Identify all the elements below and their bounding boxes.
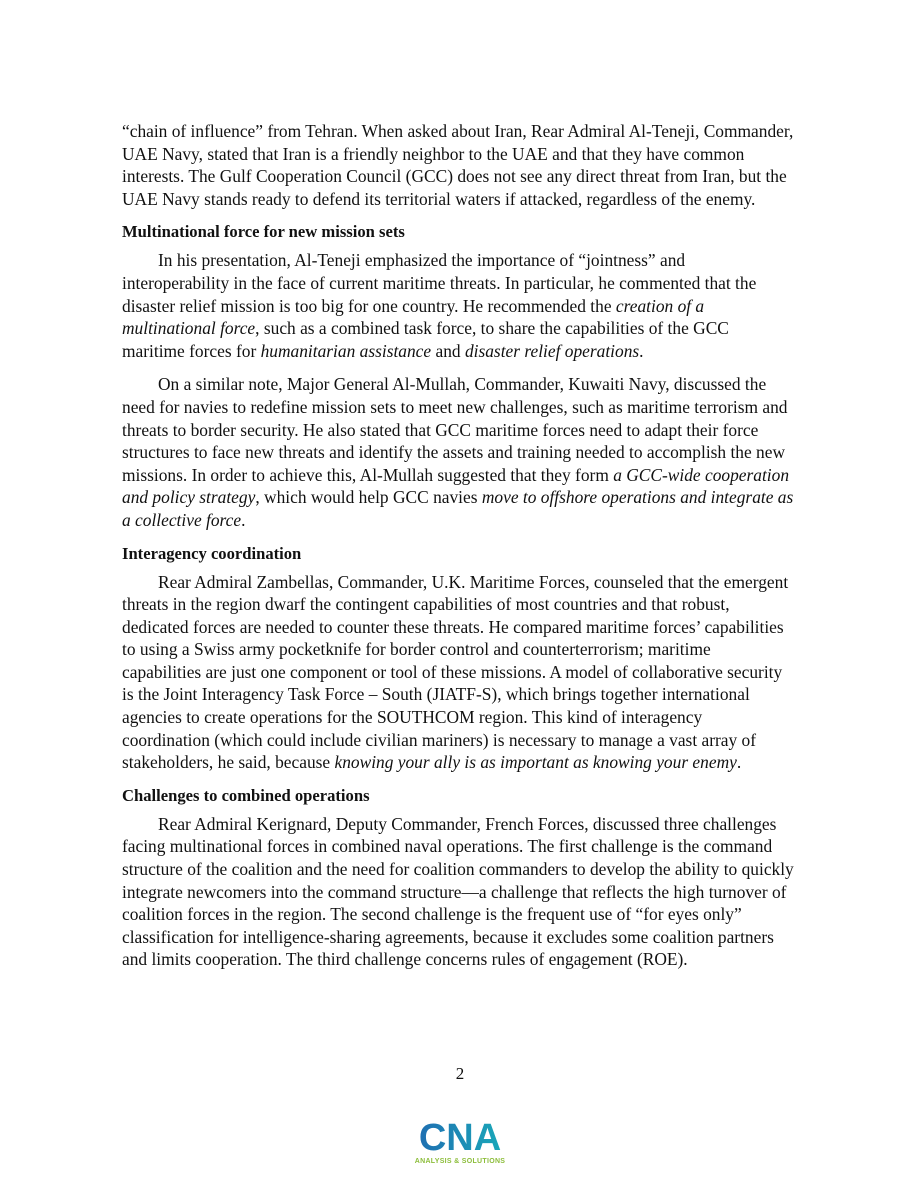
page-number: 2: [455, 1064, 465, 1083]
paragraph-al-teneji: [122, 249, 794, 362]
emphasis-text: creation of a multinational force: [122, 295, 705, 339]
text-run: , such as a combined task force, to share the capabilities of the GCC maritime forces for: [122, 318, 729, 361]
document-body: [122, 120, 794, 971]
paragraph-kerignard: Rear Admiral Kerignard, Deputy Commander, French Forces, discussed three challenges facing multinational forces in combined naval operations. The first challenge is the command structure of the coalition and the need for coalition commanders to develop the ability to quickly integrate newcomers into the command structure—a challenge that reflects the high turnover of coalition forces in the region. The second challenge is the frequent use of “for eyes only” classification for intelligence-sharing agreements, because it excludes some coalition partners and limits cooperation. The third challenge concerns rules of engagement (ROE).: [122, 813, 794, 970]
emphasis-text: a GCC-wide cooperation and policy strategy: [122, 464, 790, 508]
paragraph-zambellas: [122, 571, 794, 774]
heading-interagency-coordination: Interagency coordination: [122, 543, 302, 563]
logo-wordmark: CNA: [418, 1117, 502, 1159]
text-run: .: [241, 509, 246, 530]
paragraph-iran: “chain of influence” from Tehran. When asked about Iran, Rear Admiral Al-Teneji, Commander, UAE Navy, stated that Iran is a friendly neighbor to the UAE and that they have common interests. The Gulf Cooperation Council (GCC) does not see any direct threat from Iran, but the UAE Navy stands ready to defend its territorial waters if attacked, regardless of the enemy.: [122, 121, 794, 209]
paragraph-al-mullah: [122, 373, 794, 531]
emphasis-text: humanitarian assistance: [260, 340, 432, 361]
text-run: , which would help GCC navies: [255, 487, 482, 508]
text-run: and: [431, 340, 465, 361]
text-run: In his presentation, Al-Teneji emphasized the importance of “jointness” and interoperability in the face of current maritime threats. In particular, he commented that the disaster relief mission is too big for one country. He recommended the: [122, 250, 757, 316]
cna-logo: [410, 1116, 510, 1172]
text-run: Rear Admiral Zambellas, Commander, U.K. Maritime Forces, counseled that the emergent threats in the region dwarf the contingent capabilities of most countries and that robust, dedicated forces are needed to counter these threats. He compared maritime forces’ capabilities to using a Swiss army pocketknife for border control and counterterrorism; maritime capabilities are just one component or tool of these missions. A model of collaborative security is the Joint Interagency Task Force – South (JIATF-S), which brings together international agencies to create operations for the SOUTHCOM region. This kind of interagency coordination (which could include civilian mariners) is necessary to manage a vast array of stakeholders, he said, because: [122, 571, 789, 773]
text-run: .: [639, 340, 644, 361]
text-run: On a similar note, Major General Al-Mullah, Commander, Kuwaiti Navy, discussed the need for navies to redefine mission sets to meet new challenges, such as maritime terrorism and threats to border security. He also stated that GCC maritime forces need to adapt their force structures to face new threats and identify the assets and training needed to accomplish the new missions. In order to achieve this, Al-Mullah suggested that they form: [122, 374, 788, 485]
logo-tagline: ANALYSIS & SOLUTIONS: [414, 1158, 506, 1165]
text-run: .: [736, 752, 742, 773]
emphasis-text: knowing your ally is as important as knowing your enemy: [334, 752, 737, 773]
heading-multinational-force: Multinational force for new mission sets: [122, 222, 405, 242]
cna-logo-graphic: [410, 1116, 510, 1172]
emphasis-text: move to offshore operations and integrate as a collective force: [122, 487, 794, 530]
heading-challenges-combined-operations: Challenges to combined operations: [122, 785, 370, 805]
emphasis-text: disaster relief operations: [464, 340, 640, 361]
